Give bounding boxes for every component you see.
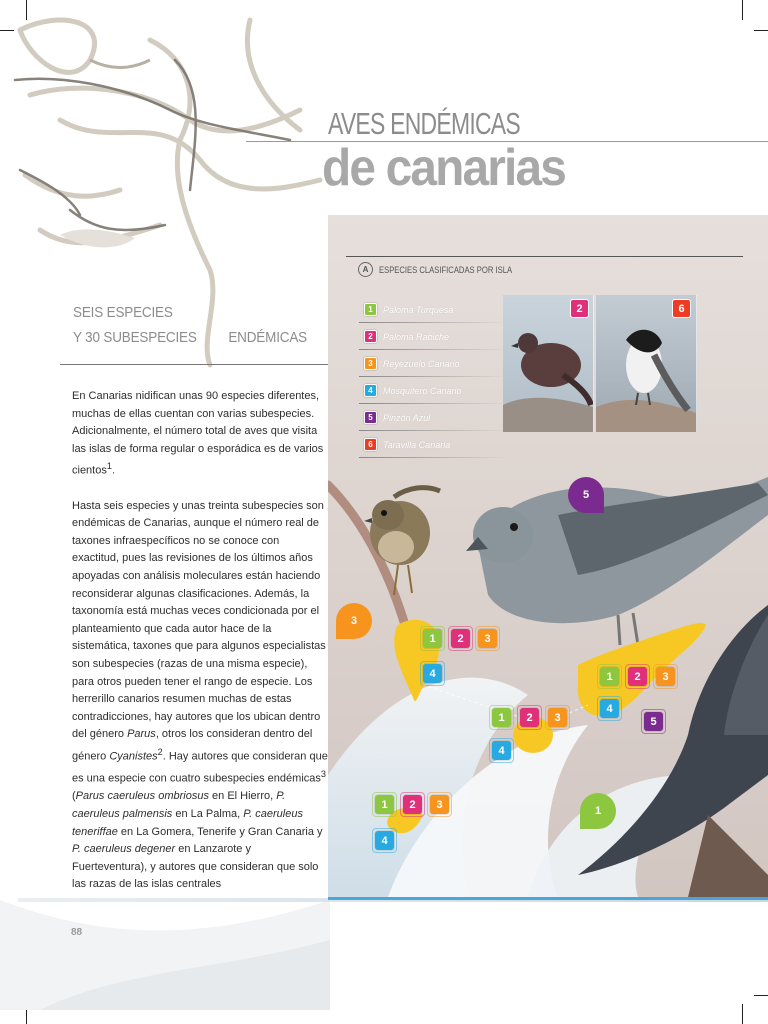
page-title: AVES ENDÉMICAS xyxy=(328,106,520,141)
panel-divider xyxy=(346,256,743,257)
island-species-3: 3 xyxy=(430,795,449,814)
legend-item xyxy=(359,350,509,377)
island-species-1: 1 xyxy=(600,667,619,686)
legend-species-name: Reyezuelo Canario xyxy=(383,358,460,369)
footnote-ref: 3 xyxy=(320,769,326,780)
island-species-3: 3 xyxy=(478,629,497,648)
legend-item xyxy=(359,377,509,404)
p2-text-d: ( xyxy=(72,790,76,803)
island-species-2: 2 xyxy=(520,708,539,727)
legend-species-name: Mosquitero Canario xyxy=(383,385,462,396)
section-letter-badge: A xyxy=(358,262,373,277)
p2-text-c: . Hay autores que consideran que es una especie con cuatro subespecies endémicas xyxy=(72,750,328,785)
island-species-4: 4 xyxy=(492,741,511,760)
island-species-4: 4 xyxy=(375,831,394,850)
genus-parus: Parus xyxy=(127,728,156,741)
section-heading-line2b: ENDÉMICAS xyxy=(228,329,307,346)
paragraph-1 xyxy=(72,388,328,481)
taxon-teneriffae: P. caeruleus teneriffae xyxy=(72,808,303,838)
p2-text-b: , otros los consideran dentro del género xyxy=(72,728,313,763)
crop-mark xyxy=(742,0,743,20)
crop-mark xyxy=(754,995,768,996)
footnote-ref: 1 xyxy=(106,461,112,472)
legend-item xyxy=(359,323,509,350)
island-species-4: 4 xyxy=(423,664,442,683)
island-species-3: 3 xyxy=(548,708,567,727)
taxon-ombriosus: Parus caeruleus ombriosus xyxy=(75,790,209,803)
island-species-1: 1 xyxy=(492,708,511,727)
legend-number-badge: 1 xyxy=(364,303,377,316)
island-species-2: 2 xyxy=(451,629,470,648)
legend-item xyxy=(359,296,509,323)
blob-3-label: 3 xyxy=(350,615,358,627)
section-heading-line1: SEIS ESPECIES xyxy=(73,304,173,321)
wave-decoration xyxy=(0,860,330,1010)
section-label xyxy=(358,262,536,277)
paragraph-2 xyxy=(72,498,328,894)
legend-species-name: Paloma Rabiche xyxy=(383,331,450,342)
section-heading xyxy=(73,300,307,350)
footnote-ref: 2 xyxy=(157,746,163,757)
page-subtitle-script: de canarias xyxy=(322,139,566,197)
crop-mark xyxy=(742,1004,743,1024)
panel-bottom-rule xyxy=(328,897,768,900)
crop-mark xyxy=(754,30,768,31)
species-blob-1 xyxy=(580,793,616,829)
taxon-degener: P. caeruleus degener xyxy=(72,843,176,856)
island-species-5: 5 xyxy=(644,712,663,731)
body-text xyxy=(72,388,328,911)
species-blob-5 xyxy=(568,477,604,513)
legend-species-name: Taravilla Canaria xyxy=(383,439,451,450)
p2-text-a: Hasta seis especies y unas treinta subespecies son endémicas de Canarias, aunque el número real de taxones infraespecíficos no se conoce con exactitud, pues las revisiones de los últimos años apoyadas con análisis moleculares están haciendo reconsiderar algunas clasificaciones. Además, la taxonomía está muchas veces condicionada por el planteamiento que cada autor hace de la sistemática, taxones que para algunos especialistas son subespecies (razas de una misma especie), para otros pueden tener el rango de especie. Los herrerillo canarios resumen muchas de estas contradicciones, hay autores que los ubican dentro del género xyxy=(72,499,326,741)
legend-number-badge: 2 xyxy=(364,330,377,343)
section-heading-line2a: Y 30 SUBESPECIES xyxy=(73,329,197,346)
legend-number-badge: 5 xyxy=(364,411,377,424)
blob-1-label: 1 xyxy=(594,805,602,817)
legend-species-name: Paloma Turquesa xyxy=(383,304,454,315)
legend-number-badge: 6 xyxy=(364,438,377,451)
genus-cyanistes: Cyanistes xyxy=(109,750,158,763)
species-map-panel xyxy=(328,215,768,897)
island-species-3: 3 xyxy=(656,667,675,686)
section-label-text: ESPECIES CLASIFICADAS POR ISLA xyxy=(379,264,513,275)
legend-item xyxy=(359,431,509,458)
taxon-palmensis: P. caeruleus palmensis xyxy=(72,790,286,821)
legend-species-name: Pinzón Azul xyxy=(383,412,431,423)
legend-item xyxy=(359,404,509,431)
island-species-4: 4 xyxy=(600,699,619,718)
section-heading-line2 xyxy=(73,325,307,350)
species-blob-3 xyxy=(336,603,372,639)
p2-text-f3: en La Gomera, Tenerife y Gran Canaria y xyxy=(117,825,323,838)
legend-number-badge: 4 xyxy=(364,384,377,397)
species-legend xyxy=(359,296,509,458)
island-species-1: 1 xyxy=(423,629,442,648)
p1-text: En Canarias nidifican unas 90 especies diferentes, muchas de ellas cuentan con varias subespecies. Adicionalmente, el número total de aves que visita las islas de forma regular o esporádica es de varios cientos xyxy=(72,390,324,478)
photo-tag-6: 6 xyxy=(672,299,691,318)
p2-text-f1: en El Hierro, xyxy=(208,790,277,803)
island-species-1: 1 xyxy=(375,795,394,814)
legend-number-badge: 3 xyxy=(364,357,377,370)
p1-end: . xyxy=(111,465,116,478)
p2-text-f2: en La Palma, xyxy=(172,808,244,821)
page-number: 88 xyxy=(71,927,83,938)
island-species-2: 2 xyxy=(403,795,422,814)
blob-5-label: 5 xyxy=(582,489,590,501)
heading-divider xyxy=(60,364,328,365)
p2-text-f4: en Lanzarote y Fuerteventura), y autores que consideran que solo las razas de las islas centrales xyxy=(72,843,319,891)
photo-tag-2: 2 xyxy=(570,299,589,318)
island-species-2: 2 xyxy=(628,667,647,686)
